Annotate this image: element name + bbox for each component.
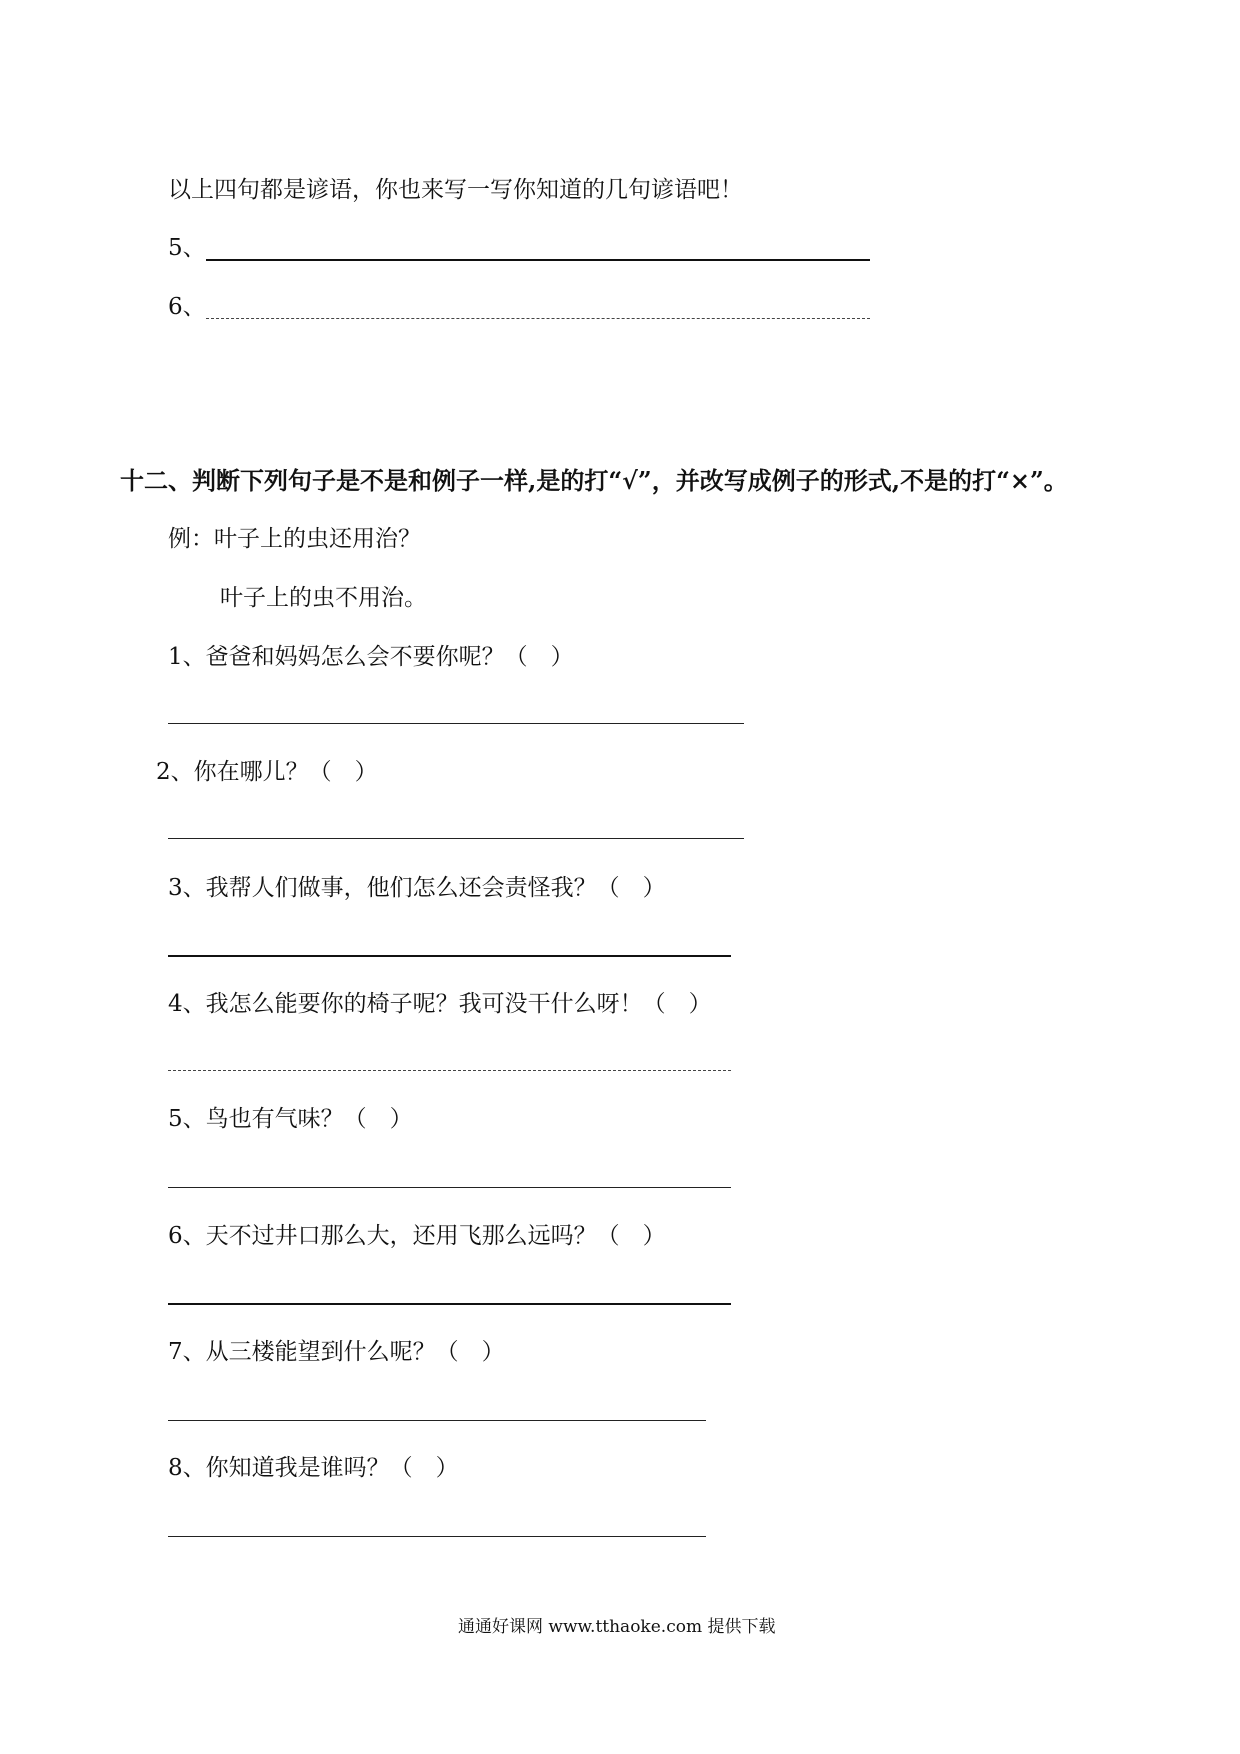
item-1-answer-line[interactable] bbox=[168, 723, 744, 724]
item-8-answer-line[interactable] bbox=[168, 1536, 706, 1537]
item-3-answer-line[interactable] bbox=[168, 955, 731, 957]
item-7: 7、从三楼能望到什么呢？（ ） bbox=[168, 1339, 505, 1365]
item-2: 2、你在哪儿？（ ） bbox=[156, 759, 378, 785]
section-12-heading: 十二、判断下列句子是不是和例子一样,是的打“√”，并改写成例子的形式,不是的打“×”。 bbox=[120, 466, 1068, 495]
example-question: 例：叶子上的虫还用治？ bbox=[168, 526, 421, 552]
item-1: 1、爸爸和妈妈怎么会不要你呢？（ ） bbox=[168, 644, 574, 670]
example-answer: 叶子上的虫不用治。 bbox=[220, 585, 427, 611]
item-5: 5、鸟也有气味？（ ） bbox=[168, 1106, 413, 1132]
proverb-intro: 以上四句都是谚语，你也来写一写你知道的几句谚语吧！ bbox=[168, 177, 743, 203]
item-3: 3、我帮人们做事，他们怎么还会责怪我？（ ） bbox=[168, 875, 666, 901]
item-2-answer-line[interactable] bbox=[168, 838, 744, 839]
proverb-blank-6-label: 6、 bbox=[168, 294, 206, 320]
page-footer: 通通好课网 www.tthaoke.com 提供下载 bbox=[458, 1617, 776, 1637]
item-8: 8、你知道我是谁吗？（ ） bbox=[168, 1455, 459, 1481]
item-6: 6、天不过井口那么大，还用飞那么远吗？（ ） bbox=[168, 1223, 666, 1249]
item-5-answer-line[interactable] bbox=[168, 1187, 731, 1188]
item-4-answer-line[interactable] bbox=[168, 1070, 731, 1071]
item-7-answer-line[interactable] bbox=[168, 1420, 706, 1421]
item-4: 4、我怎么能要你的椅子呢？我可没干什么呀！（ ） bbox=[168, 991, 712, 1017]
proverb-blank-6-line[interactable] bbox=[206, 318, 870, 319]
proverb-blank-5-line[interactable] bbox=[206, 259, 870, 261]
item-6-answer-line[interactable] bbox=[168, 1303, 731, 1305]
proverb-blank-5-label: 5、 bbox=[168, 235, 206, 261]
